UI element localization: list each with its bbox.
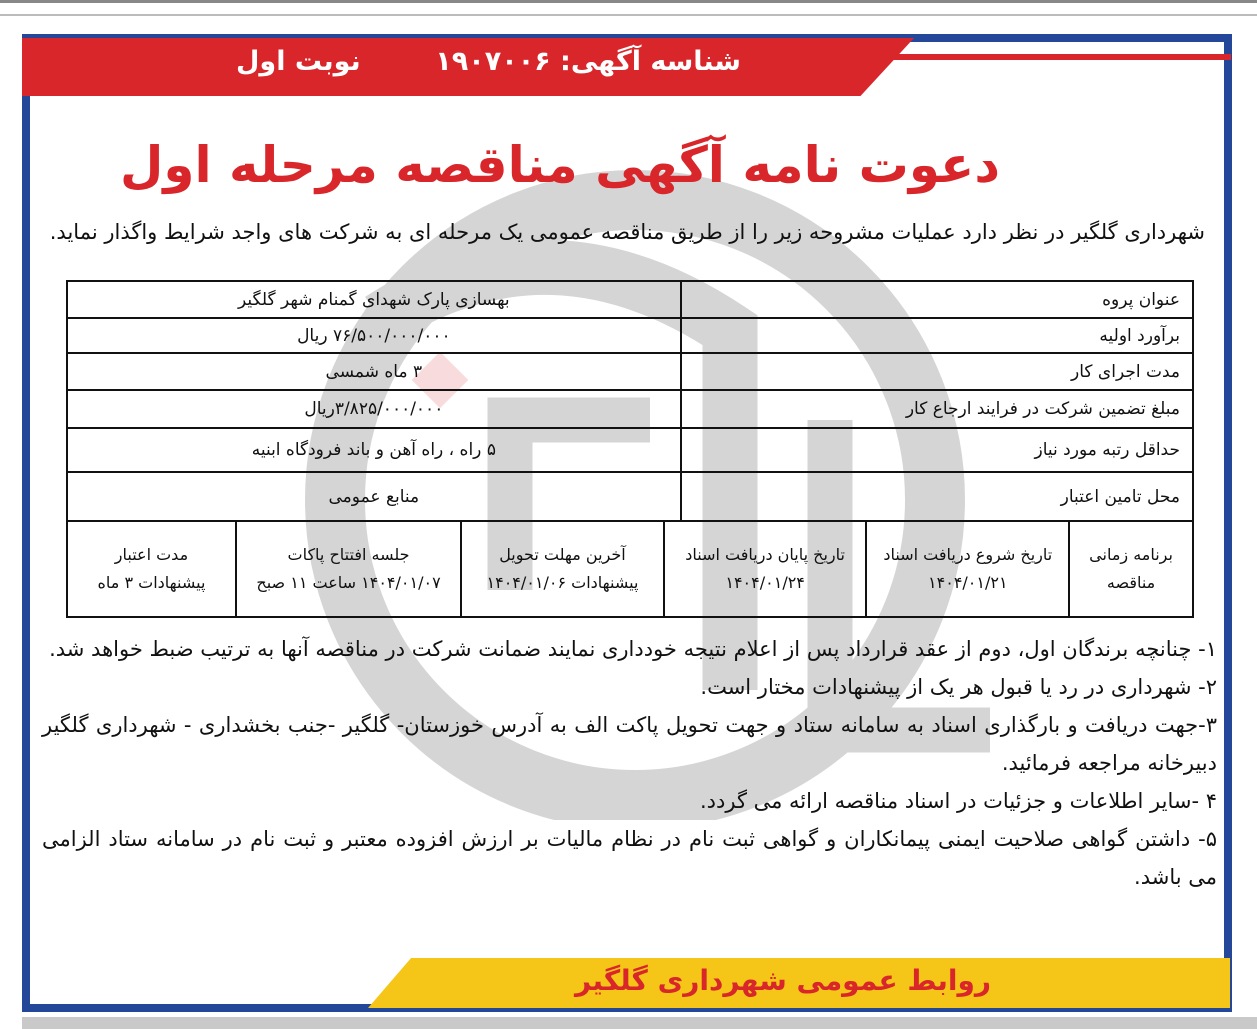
project-info-table <box>66 280 1194 522</box>
note-item: ۵- داشتن گواهی صلاحیت ایمنی پیمانکاران و گواهی ثبت نام در نظام مالیات بر ارزش افزوده معتبر و ثبت نام در سامانه ستاد الزامی می باشد. <box>42 827 1217 889</box>
bottom-strip <box>22 1017 1257 1029</box>
schedule-cell: مدت اعتبار پیشنهادات ۳ ماه <box>67 521 236 617</box>
schedule-cell: تاریخ شروع دریافت اسناد ۱۴۰۴/۰۱/۲۱ <box>866 521 1069 617</box>
notice-title: دعوت نامه آگهی مناقصه مرحله اول <box>120 136 1000 194</box>
table-row <box>67 390 1193 428</box>
schedule-table <box>66 520 1194 618</box>
schedule-cell: جلسه افتتاح پاکات ۱۴۰۴/۰۱/۰۷ ساعت ۱۱ صبح <box>236 521 461 617</box>
table-row <box>67 318 1193 353</box>
info-value: منابع عمومی <box>67 472 681 521</box>
info-label: عنوان پروه <box>681 281 1193 318</box>
info-label: برآورد اولیه <box>681 318 1193 353</box>
top-rule <box>0 0 1257 3</box>
info-value: ۷۶/۵۰۰/۰۰۰/۰۰۰ ریال <box>67 318 681 353</box>
table-row <box>67 521 1193 617</box>
schedule-cell: تاریخ پایان دریافت اسناد ۱۴۰۴/۰۱/۲۴ <box>664 521 867 617</box>
schedule-cell: آخرین مهلت تحویل پیشنهادات ۱۴۰۴/۰۱/۰۶ <box>461 521 664 617</box>
table-row <box>67 428 1193 472</box>
top-rule-secondary <box>0 14 1257 16</box>
info-value: ۵ راه ، راه آهن و باند فرودگاه ابنیه <box>67 428 681 472</box>
schedule-label: برنامه زمانی مناقصه <box>1069 521 1193 617</box>
note-item: ۲- شهرداری در رد یا قبول هر یک از پیشنهادات مختار است. <box>700 675 1217 699</box>
table-row <box>67 281 1193 318</box>
note-item: ۱- چنانچه برندگان اول، دوم از عقد قرارداد پس از اعلام نتیجه خودداری نمایند ضمانت شرکت در مناقصه آنها به ترتیب ضبط خواهد شد. <box>49 637 1217 661</box>
note-item: ۳-جهت دریافت و بارگذاری اسناد به سامانه ستاد و جهت تحویل پاکت الف به آدرس خوزستان- گلگیر -جنب بخشداری - شهرداری گلگیر دبیرخانه مراجعه فرمائید. <box>42 713 1217 775</box>
info-label: مدت اجرای کار <box>681 353 1193 390</box>
info-value: ۳ ماه شمسی <box>67 353 681 390</box>
table-row <box>67 472 1193 521</box>
notes-list <box>42 630 1217 896</box>
info-value: ۳/۸۲۵/۰۰۰/۰۰۰ریال <box>67 390 681 428</box>
note-item: ۴ -سایر اطلاعات و جزئیات در اسناد مناقصه ارائه می گردد. <box>699 789 1217 813</box>
ad-id: شناسه آگهی: ۱۹۰۷۰۰۶ <box>435 46 741 77</box>
table-row <box>67 353 1193 390</box>
info-label: مبلغ تضمین شرکت در فرایند ارجاع کار <box>681 390 1193 428</box>
info-label: حداقل رتبه مورد نیاز <box>681 428 1193 472</box>
info-value: بهسازی پارک شهدای گمنام شهر گلگیر <box>67 281 681 318</box>
publication-turn: نوبت اول <box>236 46 361 77</box>
footer-signature: روابط عمومی شهرداری گلگیر <box>574 964 991 997</box>
info-label: محل تامین اعتبار <box>681 472 1193 521</box>
intro-paragraph: شهرداری گلگیر در نظر دارد عملیات مشروحه زیر را از طریق مناقصه عمومی یک مرحله ای به شرکت های واجد شرایط واگذار نماید. <box>49 220 1205 244</box>
